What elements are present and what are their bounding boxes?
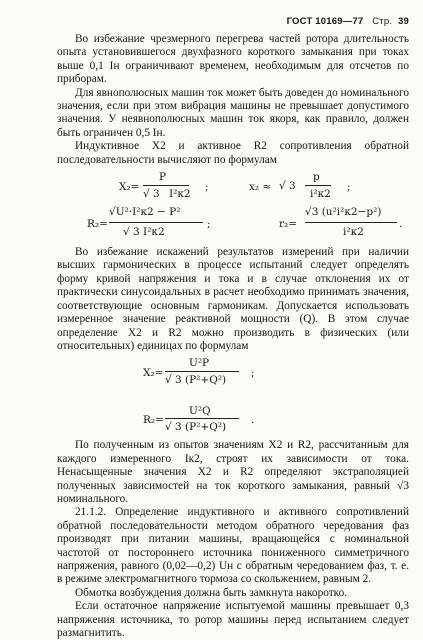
paragraph: Во избежание искажений результатов измерений при наличии высших гармонических в процессе испытаний следует определять форму кривой напряжения и тока и в случае отклонения их от практически синусоидальных в расчет необходимо принимать значения, соответствующие основным гармоникам. Допускается использовать измеренное значение реактивной мощности (Q). В этом случае определение X2 и R2 можно производить в физических (или относительных) единицах по формулам xyxy=(57,246,409,352)
page-header xyxy=(287,16,409,27)
formula-r2 xyxy=(57,205,409,243)
paragraph: Для явнополюсных машин ток может быть доведен до номинального значения, если при этом вибрация машины не превышает допустимого значения. У неявнополюсных машин ток якоря, как правило, должен быть ограничен 0,5 Iн. xyxy=(57,86,409,139)
paragraph: Если остаточное напряжение испытуемой машины превышает 0,3 напряжения источника, то ротор машины перед испытанием следует размагнитить. xyxy=(57,600,409,639)
fraction-bar xyxy=(165,371,239,372)
terminator: . xyxy=(251,414,255,427)
formula-x2-q xyxy=(57,357,409,401)
formula-denominator: i²к2 xyxy=(310,188,331,201)
terminator: . xyxy=(399,218,403,231)
separator: ; xyxy=(347,181,351,194)
standard-number: ГОСТ 10169—77 xyxy=(286,16,364,27)
formula-lhs: R₂= xyxy=(87,218,108,231)
page-label: Стр. xyxy=(372,16,393,27)
separator: ; xyxy=(205,181,209,194)
fraction-bar xyxy=(165,418,239,419)
fraction-bar xyxy=(305,222,397,223)
formula-numerator: P xyxy=(159,171,167,184)
formula-denominator: √ 3 I²к2 xyxy=(123,226,165,239)
page-number: 39 xyxy=(398,16,409,27)
formula-lhs: X₂= xyxy=(119,181,140,194)
formula-lhs: r₂= xyxy=(279,218,298,231)
fraction-bar xyxy=(305,185,331,186)
paragraph: Во избежание чрезмерного перегрева частей ротора длительность опыта установившегося двухфазного короткого замыкания при токах выше 0,1 Iн ограничивают временем, необходимым для отсчетов по приборам. xyxy=(57,33,409,86)
formula-denominator: √ 3 (P²+Q²) xyxy=(165,421,227,434)
fraction-bar xyxy=(143,185,189,186)
formula-r2-q xyxy=(57,405,409,435)
formula-denominator-root: √ 3 xyxy=(143,188,160,201)
paragraph: 21.1.2. Определение индуктивного и активного сопротивлений обратной последовательности методом обратного чередования фаз производят при питании машины, вращающейся с номинальной частотой от постороннего источника пониженного симметричного напряжения, равного (0,02—0,2) Uн с обратным чередованием фаз, т. е. в режиме электромагнитного тормоза со скольжением, равным 2. xyxy=(57,506,409,586)
formula-numerator: p xyxy=(313,171,320,184)
formula-root: √ 3 xyxy=(279,180,296,193)
formula-denominator: i²к2 xyxy=(343,226,364,239)
formula-numerator: √3 (u²i²к2−p²) xyxy=(305,206,382,219)
formula-numerator: U²P xyxy=(189,357,210,370)
formula-denominator-current: I²к2 xyxy=(169,188,191,201)
paragraph: По полученным из опытов значениям X2 и R2, рассчитанным для каждого измеренного Iк2, строят их зависимости от тока. Ненасыщенные значения X2 и R2 определяют экстраполяцией полученных зависимостей на ток короткого замыкания, равный √3 номинального. xyxy=(57,439,409,505)
separator: ; xyxy=(251,367,255,380)
formula-x2 xyxy=(57,170,409,204)
formula-numerator: U²Q xyxy=(189,405,211,418)
fraction-bar xyxy=(109,222,203,223)
formula-lhs: X₂= xyxy=(143,367,164,380)
formula-denominator: √ 3 (P²+Q²) xyxy=(165,374,227,387)
formula-lhs: R₂= xyxy=(143,414,164,427)
formula-numerator: √U²·I²к2 − P² xyxy=(109,206,181,219)
paragraph: Обмотка возбуждения должна быть замкнута накоротко. xyxy=(75,586,348,599)
formula-lhs: x₂ ≈ xyxy=(249,181,272,194)
paragraph: Индуктивное X2 и активное R2 сопротивления обратной последовательности вычисляют по формулам xyxy=(57,140,409,166)
document-body xyxy=(57,33,409,640)
separator: ; xyxy=(207,218,211,231)
